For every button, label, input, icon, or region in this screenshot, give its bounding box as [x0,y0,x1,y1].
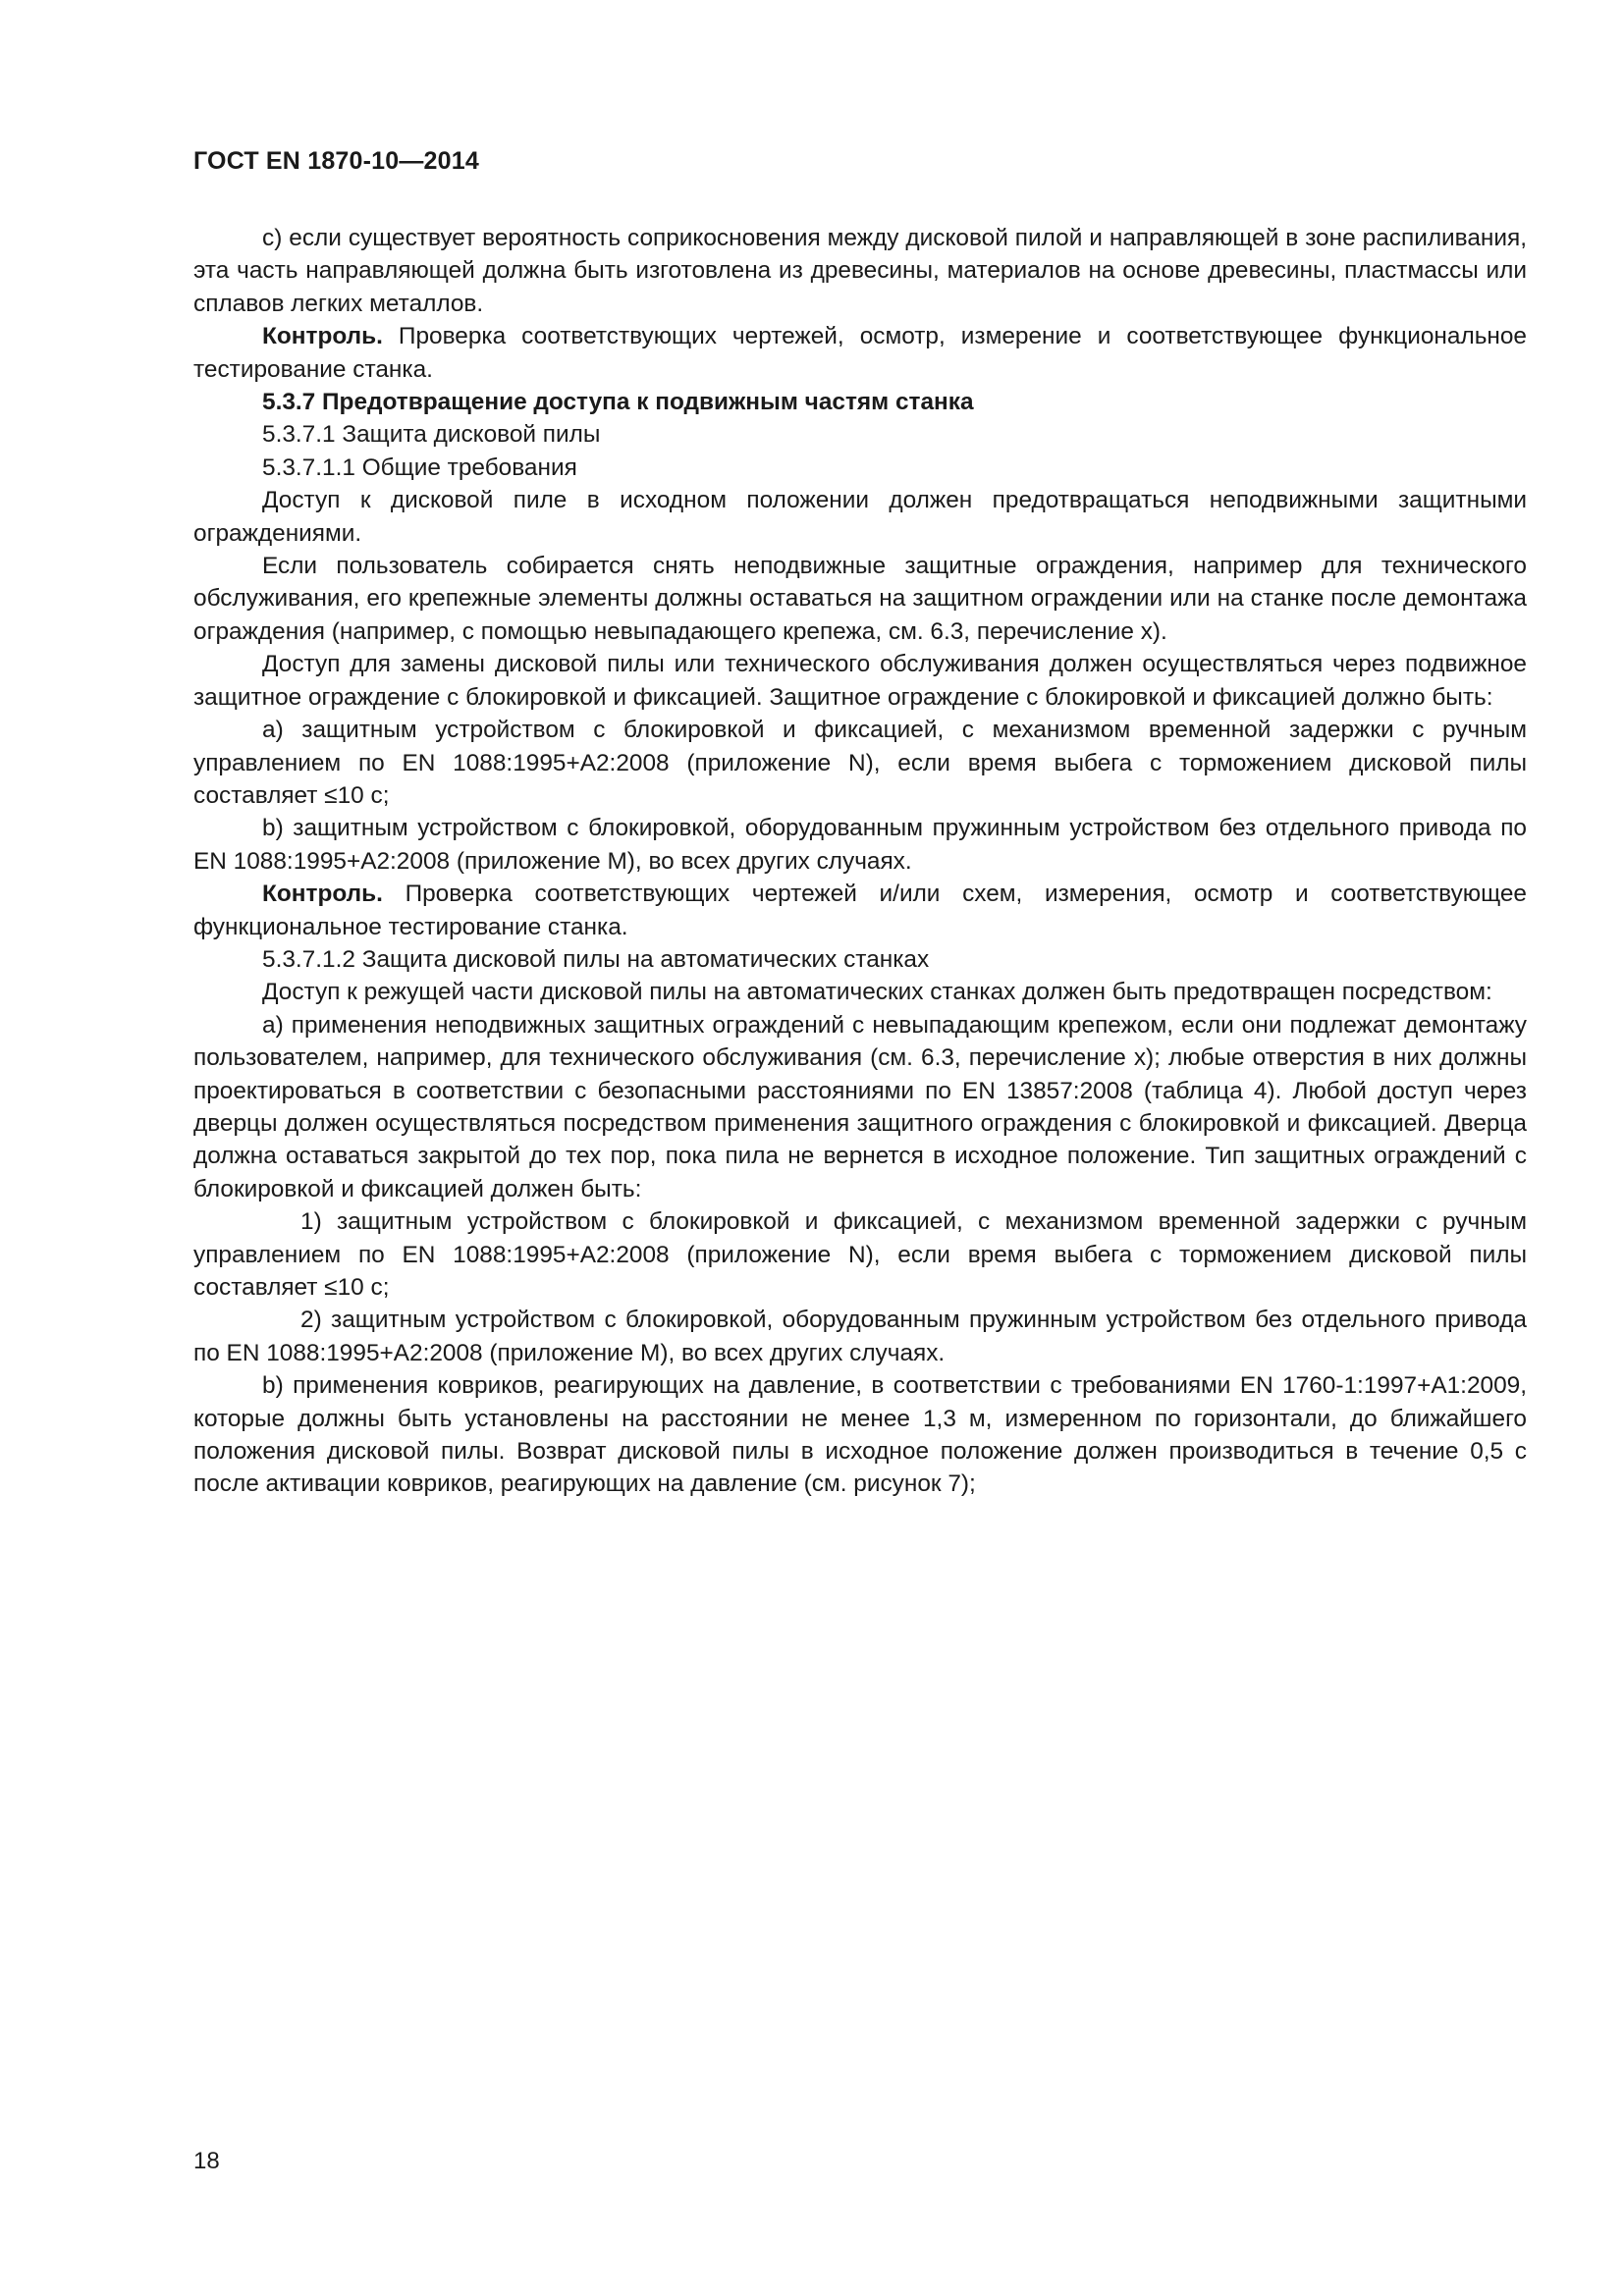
list-item-b: b) защитным устройством с блокировкой, оборудованным пружинным устройством без отдельного привода по EN 1088:1995+А2:2008 (приложение М), во всех других случаях. [193,815,1527,875]
subsection-heading-5-3-7-1-2: 5.3.7.1.2 Защита дисковой пилы на автоматических станках [262,945,930,973]
section-heading-5-3-7: 5.3.7 Предотвращение доступа к подвижным частям станка [262,389,974,416]
list-subitem-1: 1) защитным устройством с блокировкой и фиксацией, с механизмом временной задержки с ручным управлением по EN 1088:1995+А2:2008 (приложение N), если время выбега с торможением дисковой пилы составляет ≤10 с; [193,1208,1527,1301]
paragraph-item-c: с) если существует вероятность соприкосновения между дисковой пилой и направляющей в зоне распиливания, эта часть направляющей должна быть изготовлена из древесины, материалов на основе древесины, пластмассы или сплавов легких металлов. [193,225,1527,317]
paragraph: Доступ к дисковой пиле в исходном положении должен предотвращаться неподвижными защитными ограждениями. [193,487,1527,547]
control-text: Проверка соответствующих чертежей, осмотр, измерение и соответствующее функциональное тестирование станка. [193,323,1527,383]
subsection-heading-5-3-7-1-1: 5.3.7.1.1 Общие требования [262,454,577,481]
document-body [193,222,1527,1501]
control-label: Контроль. [262,323,383,350]
running-header: ГОСТ EN 1870-10—2014 [193,147,479,175]
list-item-b: b) применения ковриков, реагирующих на давление, в соответствии с требованиями EN 1760-1:1997+А1:2009, которые должны быть установлены на расстоянии не менее 1,3 м, измеренном по горизонтали, до ближайшего положения дисковой пилы. Возврат дисковой пилы в исходное положение должен производиться в течение 0,5 с после активации ковриков, реагирующих на давление (см. рисунок 7); [193,1372,1527,1498]
control-paragraph [193,878,1527,943]
control-text: Проверка соответствующих чертежей и/или схем, измерения, осмотр и соответствующее функциональное тестирование станка. [193,881,1527,940]
paragraph: Доступ к режущей части дисковой пилы на автоматических станках должен быть предотвращен посредством: [262,979,1492,1006]
list-item-a: а) применения неподвижных защитных ограждений с невыпадающим крепежом, если они подлежат демонтажу пользователем, например, для технического обслуживания (см. 6.3, перечисление х); любые отверстия в них должны проектироваться в соответствии с безопасными расстояниями по EN 13857:2008 (таблица 4). Любой доступ через дверцы должен осуществляться посредством применения защитного ограждения с блокировкой и фиксацией. Дверца должна оставаться закрытой до тех пор, пока пила не вернется в исходное положение. Тип защитных ограждений с блокировкой и фиксацией должен быть: [193,1011,1527,1202]
paragraph: Доступ для замены дисковой пилы или технического обслуживания должен осуществляться через подвижное защитное ограждение с блокировкой и фиксацией. Защитное ограждение с блокировкой и фиксацией должно быть: [193,651,1527,711]
control-paragraph [193,320,1527,386]
paragraph: Если пользователь собирается снять неподвижные защитные ограждения, например для технического обслуживания, его крепежные элементы должны оставаться на защитном ограждении или на станке после демонтажа ограждения (например, с помощью невыпадающего крепежа, см. 6.3, перечисление х). [193,553,1527,645]
page-number: 18 [193,2148,220,2174]
list-subitem-2: 2) защитным устройством с блокировкой, оборудованным пружинным устройством без отдельного привода по EN 1088:1995+А2:2008 (приложение М), во всех других случаях. [193,1307,1527,1366]
control-label: Контроль. [262,881,383,908]
subsection-heading-5-3-7-1: 5.3.7.1 Защита дисковой пилы [262,421,601,449]
list-item-a: а) защитным устройством с блокировкой и фиксацией, с механизмом временной задержки с ручным управлением по EN 1088:1995+А2:2008 (приложение N), если время выбега с торможением дисковой пилы составляет ≤10 с; [193,717,1527,809]
